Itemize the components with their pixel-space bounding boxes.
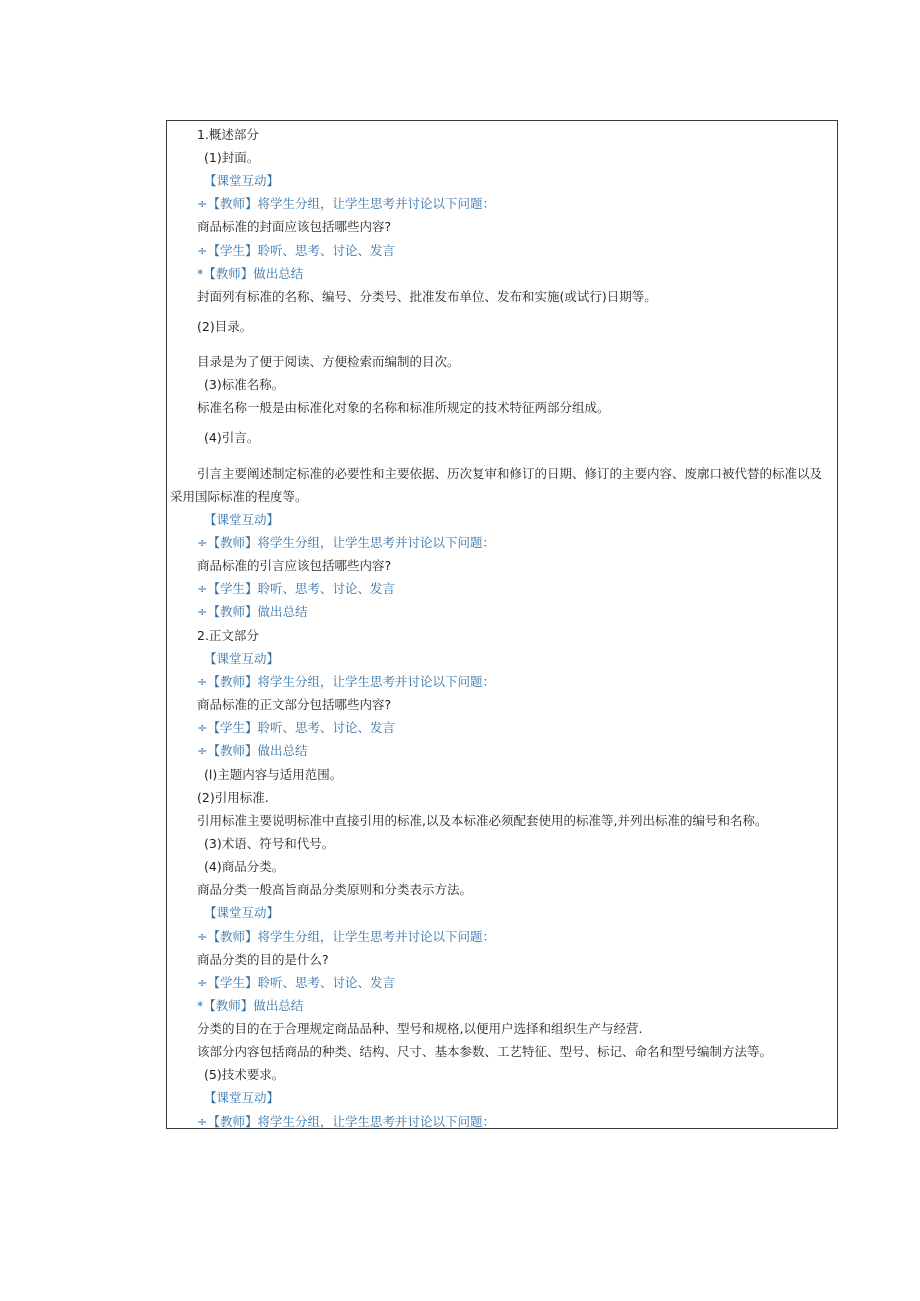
text-line: 商品标准的封面应该包括哪些内容? bbox=[197, 219, 392, 234]
text-line: 【课堂互动】 bbox=[204, 173, 280, 188]
text-line: *【教师】做出总结 bbox=[197, 998, 304, 1013]
text-line: 商品分类一般高旨商品分类原则和分类表示方法。 bbox=[197, 882, 473, 897]
text-line: ÷【教师】将学生分组，让学生思考并讨论以下问题： bbox=[197, 535, 495, 550]
text-line: ÷【教师】做出总结 bbox=[197, 604, 308, 619]
text-line: (1)封面。 bbox=[204, 150, 260, 165]
text-line: 目录是为了便于阅读、方便检索而编制的目次。 bbox=[197, 354, 460, 369]
text-line: 分类的目的在于合理规定商品品种、型号和规格,以便用户选择和组织生产与经营. bbox=[197, 1021, 643, 1036]
text-line: 封面列有标准的名称、编号、分类号、批准发布单位、发布和实施(或试行)日期等。 bbox=[197, 289, 657, 304]
text-line: ÷【学生】聆听、思考、讨论、发言 bbox=[197, 720, 395, 735]
text-line: ÷【学生】聆听、思考、讨论、发言 bbox=[197, 243, 395, 258]
text-line: (3)标准名称。 bbox=[204, 377, 285, 392]
text-line: (2)目录。 bbox=[197, 319, 253, 334]
text-line: 【课堂互动】 bbox=[204, 1090, 280, 1105]
text-line: ÷【教师】将学生分组，让学生思考并讨论以下问题： bbox=[197, 1114, 495, 1129]
text-line: *【教师】做出总结 bbox=[197, 266, 304, 281]
text-line: ÷【学生】聆听、思考、讨论、发言 bbox=[197, 581, 395, 596]
text-line: (4)引言。 bbox=[204, 430, 260, 445]
text-line: 【课堂互动】 bbox=[204, 512, 280, 527]
text-line: (2)引用标准. bbox=[197, 790, 269, 805]
text-line: ÷【教师】将学生分组，让学生思考并讨论以下问题： bbox=[197, 929, 495, 944]
text-line: 商品标准的正文部分包括哪些内容? bbox=[197, 697, 392, 712]
text-line: 【课堂互动】 bbox=[204, 905, 280, 920]
text-line: 1.概述部分 bbox=[197, 127, 259, 142]
text-line: 引用标准主要说明标准中直接引用的标准,以及本标准必须配套使用的标准等,并列出标准的编号和名称。 bbox=[197, 813, 768, 828]
text-line: ÷【教师】将学生分组，让学生思考并讨论以下问题： bbox=[197, 196, 495, 211]
text-line: (l)主题内容与适用范围。 bbox=[204, 767, 343, 782]
text-line: 标准名称一般是由标准化对象的名称和标准所规定的技术特征两部分组成。 bbox=[197, 400, 610, 415]
text-line: 【课堂互动】 bbox=[204, 651, 280, 666]
text-line: (3)术语、符号和代号。 bbox=[204, 836, 335, 851]
text-line: 引言主要阐述制定标准的必要性和主要依据、历次复审和修订的日期、修订的主要内容、废廓口被代替的标准以及采用国际标准的程度等。 bbox=[170, 466, 823, 504]
text-line: ÷【学生】聆听、思考、讨论、发言 bbox=[197, 975, 395, 990]
text-line: 2.正文部分 bbox=[197, 628, 259, 643]
text-line: (5)技术要求。 bbox=[204, 1067, 285, 1082]
text-line: 商品标准的引言应该包括哪些内容? bbox=[197, 558, 392, 573]
text-line: ÷【教师】将学生分组，让学生思考并讨论以下问题： bbox=[197, 674, 495, 689]
text-line: (4)商品分类。 bbox=[204, 859, 285, 874]
text-line: ÷【教师】做出总结 bbox=[197, 743, 308, 758]
text-line: 该部分内容包括商品的种类、结构、尺寸、基本参数、工艺特征、型号、标记、命名和型号编制方法等。 bbox=[197, 1044, 773, 1059]
text-line: 商品分类的目的是什么? bbox=[197, 952, 329, 967]
